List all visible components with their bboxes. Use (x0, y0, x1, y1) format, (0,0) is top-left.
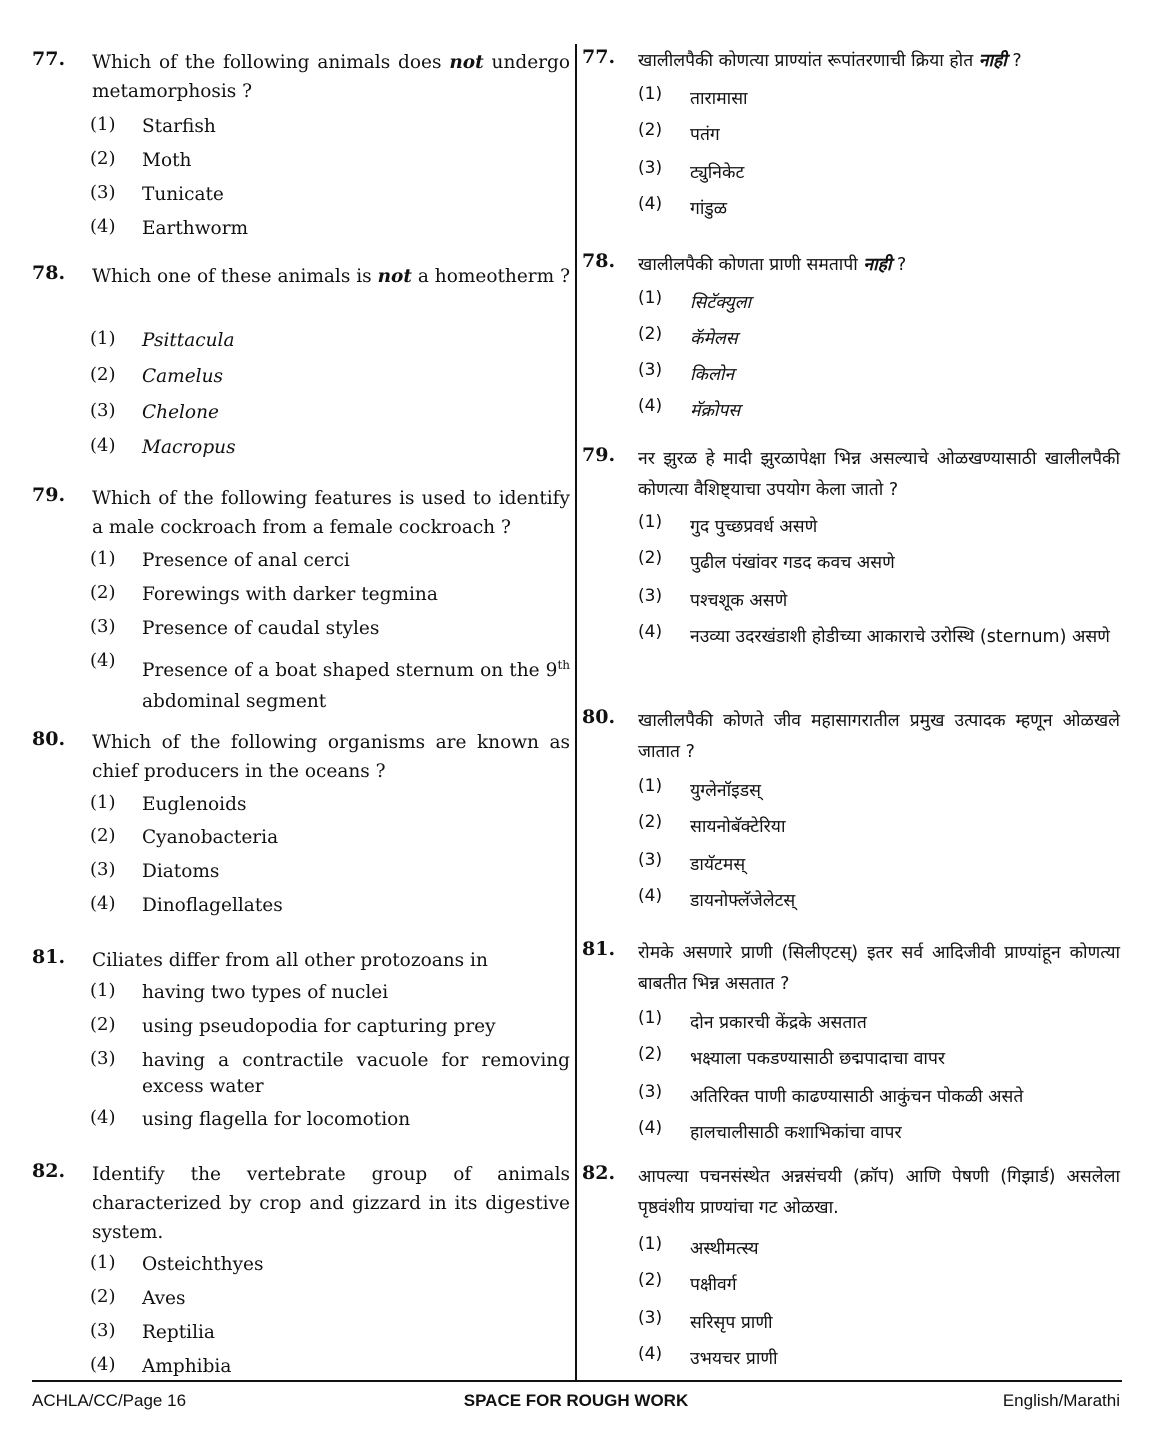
question-text: Which of the following organisms are known as chief producers in the oceans ? (92, 732, 570, 782)
question-number: 81. (582, 938, 616, 960)
question-text: Identify the vertebrate group of animals characterized by crop and gizzard in its digestive system. (92, 1164, 570, 1243)
question-text: खालीलपैकी कोणते जीव महासागरातील प्रमुख उत्पादक म्हणून ओळखले जातात ? (638, 711, 1120, 762)
question-number: 80. (582, 706, 616, 728)
question-text: Which one of these animals is not a homeotherm ? (92, 266, 570, 287)
page-code: ACHLA/CC/Page 16 (32, 1391, 187, 1410)
question-number: 78. (32, 262, 66, 284)
question-text: खालीलपैकी कोणत्या प्राण्यांत रूपांतरणाची क्रिया होत नाही ? (638, 51, 1022, 71)
question-number: 82. (32, 1160, 66, 1182)
footer-rule (32, 1380, 1122, 1382)
question-number: 79. (582, 444, 616, 466)
question-text: आपल्या पचनसंस्थेत अन्नसंचयी (क्रॉप) आणि पेषणी (गिझार्ड) असलेला पृष्ठवंशीय प्राण्यांचा गट ओळखा. (638, 1167, 1120, 1218)
question-text: नर झुरळ हे मादी झुरळापेक्षा भिन्न असल्याचे ओळखण्यासाठी खालीलपैकी कोणत्या वैशिष्ट्याचा उपयोग केला जातो ? (638, 449, 1120, 500)
question-number: 81. (32, 946, 66, 968)
question-text: Which of the following animals does not undergo metamorphosis ? (92, 52, 570, 102)
question-number: 80. (32, 728, 66, 750)
language-label: English/Marathi (1002, 1391, 1120, 1410)
column-divider (575, 44, 577, 1380)
question-number: 77. (32, 48, 66, 70)
question-number: 77. (582, 46, 616, 68)
question-number: 78. (582, 250, 616, 272)
question-number: 79. (32, 484, 66, 506)
question-text: रोमके असणारे प्राणी (सिलीएटस्) इतर सर्व आदिजीवी प्राण्यांहून कोणत्या बाबतीत भिन्न असतात ? (638, 943, 1120, 994)
question-number: 82. (582, 1162, 616, 1184)
question-text: Which of the following features is used to identify a male cockroach from a female cockroach ? (92, 488, 570, 538)
question-text: Ciliates differ from all other protozoans in (92, 950, 488, 971)
question-text: खालीलपैकी कोणता प्राणी समतापी नाही ? (638, 255, 907, 275)
rough-work-label: SPACE FOR ROUGH WORK (463, 1391, 689, 1410)
